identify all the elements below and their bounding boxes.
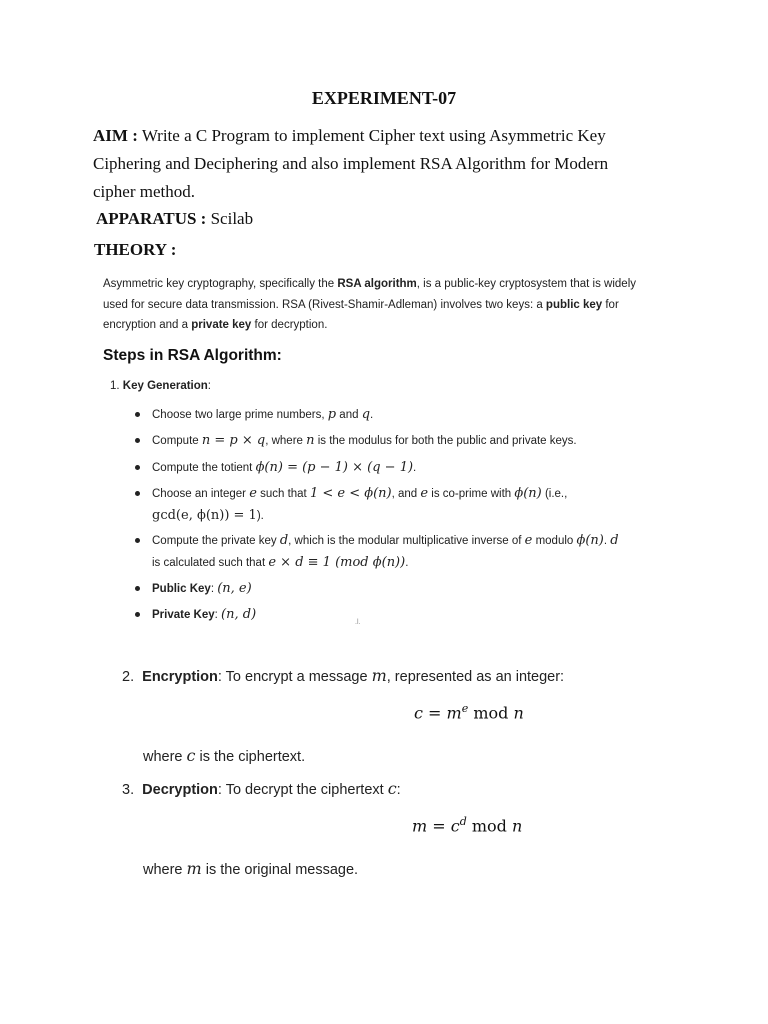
where-text: where — [143, 862, 187, 878]
bullet-text: is the modulus for both the public and private keys. — [314, 435, 577, 447]
step-2-heading — [122, 666, 564, 685]
bullet-text: , and — [391, 488, 421, 500]
page-title: EXPERIMENT-07 — [311, 88, 457, 108]
bullet-text: Compute the private key — [152, 535, 280, 547]
math-p: p — [327, 407, 337, 422]
eq-mod: mod — [468, 703, 514, 723]
math-phi: ϕ(n) — [576, 533, 604, 548]
bullet-text: is calculated such that — [152, 557, 269, 569]
bullet-modulus — [152, 430, 672, 452]
bullet-text: modulo — [532, 535, 577, 547]
bullet-public-key — [152, 578, 672, 600]
bullet-primes — [152, 404, 672, 426]
bullet-text: : — [210, 583, 218, 595]
step-2-text: : To encrypt a message — [217, 669, 372, 685]
math-congruence: e × d ≡ 1 (mod ϕ(n)) — [268, 555, 406, 570]
bullet-text: and — [336, 409, 362, 421]
apparatus-value: Scilab — [210, 209, 254, 228]
step-2-text: , represented as an integer: — [386, 669, 565, 685]
bullet-text: Choose an integer — [152, 488, 250, 500]
bullet-totient — [152, 457, 672, 479]
math-e: e — [249, 486, 257, 501]
math-range: 1 < e < ϕ(n) — [309, 486, 392, 501]
step-3-number: 3. — [122, 782, 135, 798]
aim-paragraph — [93, 122, 653, 206]
intro-text-4: for decryption. — [251, 319, 328, 331]
intro-text-3: for encryption and a — [103, 298, 619, 331]
math-gcd: gcd(e, ϕ(n)) = 1 — [152, 508, 257, 523]
step-3-where — [143, 859, 358, 878]
math-private-key: (n, d) — [221, 607, 257, 622]
bullet-text: , which is the modular multiplicative inverse of — [288, 535, 525, 547]
bullet-text: Choose two large prime numbers, — [152, 409, 328, 421]
intro-bold-public-key: public key — [545, 298, 603, 311]
apparatus-line — [96, 209, 253, 229]
eq-n: n — [513, 703, 524, 723]
step-3-text: : To decrypt the ciphertext — [217, 782, 388, 798]
where-text: is the ciphertext. — [195, 749, 306, 765]
bullet-text: : — [214, 609, 222, 621]
math-m: m — [186, 859, 202, 878]
math-e: e — [420, 486, 429, 501]
bullet-private-key-pair — [152, 604, 672, 626]
intro-text-2: , is a public-key cryptosystem that is widely used for secure data transmission. RSA (Rivest-Shamir-Adleman) involves two keys: a — [103, 278, 637, 311]
bullet-text: . — [405, 557, 409, 569]
eq-exponent: d — [459, 815, 467, 828]
math-n-equals: n = p × q — [201, 433, 266, 448]
bullet-text: is co-prime with — [428, 488, 515, 500]
public-key-label: Public Key — [152, 583, 211, 595]
decryption-equation — [412, 815, 522, 836]
bullet-text: Compute — [152, 435, 202, 447]
encryption-equation — [414, 702, 524, 723]
bullet-text: . — [603, 535, 611, 547]
math-d: d — [610, 533, 619, 548]
eq-lhs: m = c — [412, 816, 460, 836]
bullet-text: Compute the totient — [152, 462, 256, 474]
bullet-text: , where — [265, 435, 307, 447]
where-text: where — [143, 749, 187, 765]
bullet-text: . — [370, 409, 374, 421]
math-n: n — [306, 433, 315, 448]
math-public-key: (n, e) — [217, 581, 252, 596]
step-2-number: 2. — [122, 669, 135, 685]
page-marker: .l. — [355, 619, 361, 626]
eq-exponent: e — [461, 702, 469, 715]
eq-n: n — [511, 816, 523, 836]
step-1-number: 1. — [110, 380, 120, 392]
eq-mod: mod — [466, 816, 512, 836]
eq-lhs: c = m — [414, 703, 462, 723]
where-text: is the original message. — [201, 862, 359, 878]
bullet-text: . — [413, 462, 417, 474]
intro-text-1: Asymmetric key cryptography, specifically the — [103, 278, 338, 290]
math-e: e — [524, 533, 533, 548]
step-1-colon: : — [207, 380, 211, 392]
step-2-label: Encryption — [142, 669, 218, 685]
aim-text: Write a C Program to implement Cipher text using Asymmetric Key Ciphering and Deciphering and also implement RSA Algorithm for Modern cipher method. — [93, 126, 609, 201]
step-1-label: Key Generation — [122, 380, 208, 392]
math-phi: ϕ(n) — [514, 486, 542, 501]
intro-bold-rsa: RSA algorithm — [337, 278, 417, 290]
theory-heading: THEORY : — [94, 240, 177, 259]
steps-heading: Steps in RSA Algorithm: — [103, 347, 282, 364]
step-3-heading — [122, 779, 401, 798]
step-3-label: Decryption — [142, 782, 218, 798]
bullet-text: ). — [256, 510, 264, 522]
math-q: q — [361, 407, 371, 422]
step-2-where — [143, 746, 305, 765]
private-key-label: Private Key — [152, 609, 215, 621]
math-c: c — [387, 779, 397, 798]
math-totient: ϕ(n) = (p − 1) × (q − 1) — [255, 460, 414, 475]
intro-bold-private-key: private key — [191, 319, 252, 331]
math-d: d — [279, 533, 289, 548]
step-1-heading — [110, 380, 211, 392]
bullet-text: such that — [256, 488, 310, 500]
aim-label: AIM : — [93, 126, 138, 145]
math-c: c — [186, 746, 196, 765]
math-m: m — [371, 666, 387, 685]
bullet-choose-e — [152, 483, 612, 527]
bullet-private-key — [152, 530, 672, 574]
bullet-text: (i.e., — [541, 488, 568, 500]
theory-intro — [103, 274, 663, 336]
step-3-text: : — [396, 782, 401, 798]
apparatus-label: APPARATUS : — [96, 209, 207, 228]
